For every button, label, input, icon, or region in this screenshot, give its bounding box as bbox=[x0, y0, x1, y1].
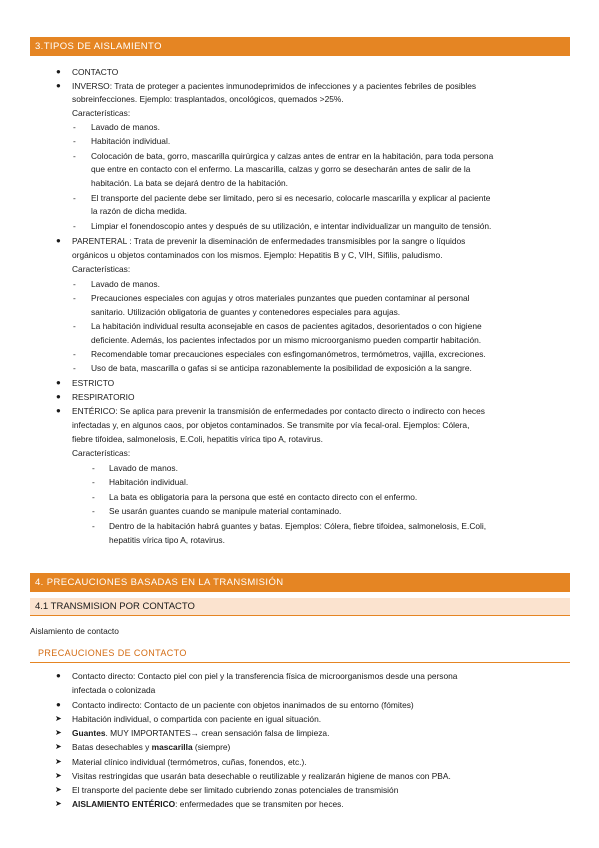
precauciones-contacto-heading: PRECAUCIONES DE CONTACTO bbox=[38, 648, 187, 658]
dash-icon: - bbox=[92, 521, 95, 531]
round-bullet-icon: ● bbox=[56, 671, 61, 680]
item-enterico-line1: ENTÉRICO: Se aplica para prevenir la transmisión de enfermedades por contacto directo o indirecto con heces bbox=[72, 406, 485, 416]
parenteral-dash-2-line2: sanitario. Utilización obligatoria de guantes y contenedores especiales para agujas. bbox=[91, 307, 401, 317]
parenteral-dash-5: Uso de bata, mascarilla o gafas si se anticipa razonablemente la posibilidad de exposición a la sangre. bbox=[91, 363, 472, 373]
item-enterico-line3: fiebre tifoidea, salmonelosis, E.Coli, hepatitis vírica tipo A, rotavirus. bbox=[72, 434, 323, 444]
section-3-header: 3.TIPOS DE AISLAMIENTO bbox=[30, 37, 570, 56]
dash-icon: - bbox=[73, 363, 76, 373]
round-bullet-icon: ● bbox=[56, 81, 61, 90]
inverso-dash-5: Limpiar el fonendoscopio antes y después de su utilización, e intentar individualizar un manguito de tensión. bbox=[91, 221, 492, 231]
item-parenteral-line1: PARENTERAL : Trata de prevenir la diseminación de enfermedades transmisibles por la sangre o líquidos bbox=[72, 236, 466, 246]
precaucion-3: Habitación individual, o compartida con paciente en igual situación. bbox=[72, 714, 322, 724]
enterico-dash-3: La bata es obligatoria para la persona que esté en contacto directo con el enfermo. bbox=[109, 492, 418, 502]
arrow-bullet-icon: ➤ bbox=[55, 771, 62, 780]
parenteral-dash-2-line1: Precauciones especiales con agujas y otros materiales punzantes que pueden contaminar al personal bbox=[91, 293, 470, 303]
caracteristicas-label: Características: bbox=[72, 108, 131, 118]
dash-icon: - bbox=[73, 221, 76, 231]
item-respiratorio: RESPIRATORIO bbox=[72, 392, 135, 402]
precaucion-6: Material clínico individual (termómetros, cuñas, fonendos, etc.). bbox=[72, 757, 307, 767]
item-contacto: CONTACTO bbox=[72, 67, 119, 77]
caracteristicas-label: Características: bbox=[72, 264, 131, 274]
round-bullet-icon: ● bbox=[56, 406, 61, 415]
heading-underline bbox=[30, 662, 570, 663]
dash-icon: - bbox=[92, 492, 95, 502]
subsection-4-1-header: 4.1 TRANSMISION POR CONTACTO bbox=[30, 598, 570, 616]
parenteral-dash-3-line2: deficiente. Además, los pacientes infectados por un mismo microorganismo pueden compartir habitación. bbox=[91, 335, 482, 345]
parenteral-dash-4: Recomendable tomar precauciones especiales con esfingomanómetros, termómetros, vajilla, excreciones. bbox=[91, 349, 486, 359]
arrow-bullet-icon: ➤ bbox=[55, 799, 62, 808]
dash-icon: - bbox=[73, 122, 76, 132]
inverso-dash-4-line2: la razón de dicha medida. bbox=[91, 206, 187, 216]
precaucion-1-line2: infectada o colonizada bbox=[72, 685, 156, 695]
round-bullet-icon: ● bbox=[56, 378, 61, 387]
enterico-dash-5-line1: Dentro de la habitación habrá guantes y batas. Ejemplos: Cólera, fiebre tifoidea, salmonelosis, E.Coli, bbox=[109, 521, 487, 531]
inverso-dash-4-line1: El transporte del paciente debe ser limitado, pero si es necesario, colocarle mascarilla y explicar al paciente bbox=[91, 193, 491, 203]
enterico-dash-1: Lavado de manos. bbox=[109, 463, 178, 473]
inverso-dash-1: Lavado de manos. bbox=[91, 122, 160, 132]
precaucion-4: Guantes. MUY IMPORTANTES→ crean sensación falsa de limpieza. bbox=[72, 728, 330, 738]
inverso-dash-3-line1: Colocación de bata, gorro, mascarilla quirúrgica y calzas antes de entrar en la habitación, para toda persona bbox=[91, 151, 494, 161]
section-4-header: 4. PRECAUCIONES BASADAS EN LA TRANSMISIÓN bbox=[30, 573, 570, 592]
dash-icon: - bbox=[73, 349, 76, 359]
arrow-bullet-icon: ➤ bbox=[55, 742, 62, 751]
item-enterico-line2: infectadas y, en algunos caos, por objetos contaminados. Se transmite por vía fecal-oral. Ejemplos: Cólera, bbox=[72, 420, 470, 430]
enterico-dash-5-line2: hepatitis vírica tipo A, rotavirus. bbox=[109, 535, 225, 545]
round-bullet-icon: ● bbox=[56, 236, 61, 245]
inverso-dash-3-line2: que entre en contacto con el enfermo. La mascarilla, calzas y gorro se desecharán antes de salir de la bbox=[91, 164, 471, 174]
precaucion-2: Contacto indirecto: Contacto de un paciente con objetos inanimados de su entorno (fómites) bbox=[72, 700, 414, 710]
precaucion-8: El transporte del paciente debe ser limitado cubriendo zonas potenciales de transmisión bbox=[72, 785, 399, 795]
inverso-dash-3-line3: habitación. La bata se dejará dentro de la habitación. bbox=[91, 178, 288, 188]
enterico-dash-2: Habitación individual. bbox=[109, 477, 189, 487]
arrow-bullet-icon: ➤ bbox=[55, 785, 62, 794]
precaucion-7: Visitas restringidas que usarán bata desechable o reutilizable y realizarán higiene de manos con PBA. bbox=[72, 771, 451, 781]
item-parenteral-line2: orgánicos u objetos contaminados con los mismos. Ejemplo: Hepatitis B y C, VIH, Sífilis, paludismo. bbox=[72, 250, 443, 260]
round-bullet-icon: ● bbox=[56, 700, 61, 709]
precaucion-5: Batas desechables y mascarilla (siempre) bbox=[72, 742, 231, 752]
parenteral-dash-1: Lavado de manos. bbox=[91, 279, 160, 289]
dash-icon: - bbox=[73, 279, 76, 289]
aislamiento-contacto-text: Aislamiento de contacto bbox=[30, 626, 119, 636]
arrow-bullet-icon: ➤ bbox=[55, 757, 62, 766]
dash-icon: - bbox=[73, 321, 76, 331]
arrow-bullet-icon: ➤ bbox=[55, 728, 62, 737]
arrow-bullet-icon: ➤ bbox=[55, 714, 62, 723]
dash-icon: - bbox=[92, 477, 95, 487]
round-bullet-icon: ● bbox=[56, 392, 61, 401]
inverso-dash-2: Habitación individual. bbox=[91, 136, 171, 146]
dash-icon: - bbox=[73, 151, 76, 161]
item-estricto: ESTRICTO bbox=[72, 378, 115, 388]
precaucion-1-line1: Contacto directo: Contacto piel con piel y la transferencia física de microorganismos desde una persona bbox=[72, 671, 458, 681]
precaucion-9: AISLAMIENTO ENTÉRICO: enfermedades que se transmiten por heces. bbox=[72, 799, 344, 809]
item-inverso-line1: INVERSO: Trata de proteger a pacientes inmunodeprimidos de infecciones y a pacientes febriles de posibles bbox=[72, 81, 477, 91]
item-inverso-line2: sobreinfecciones. Ejemplo: trasplantados, oncológicos, quemados >25%. bbox=[72, 94, 344, 104]
caracteristicas-label: Características: bbox=[72, 448, 131, 458]
dash-icon: - bbox=[92, 506, 95, 516]
parenteral-dash-3-line1: La habitación individual resulta aconsejable en casos de pacientes agitados, desorientados o con higiene bbox=[91, 321, 482, 331]
dash-icon: - bbox=[73, 293, 76, 303]
enterico-dash-4: Se usarán guantes cuando se manipule material contaminado. bbox=[109, 506, 342, 516]
dash-icon: - bbox=[92, 463, 95, 473]
dash-icon: - bbox=[73, 193, 76, 203]
dash-icon: - bbox=[73, 136, 76, 146]
round-bullet-icon: ● bbox=[56, 67, 61, 76]
